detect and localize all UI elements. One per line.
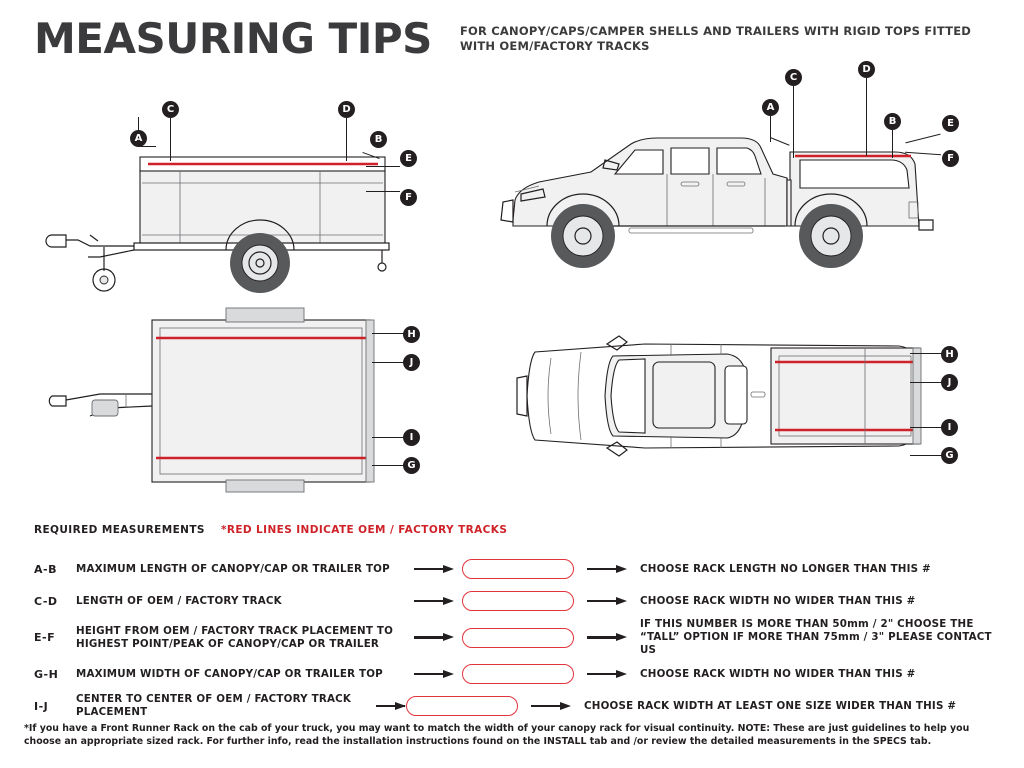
row-description: MAXIMUM WIDTH OF CANOPY/CAP OR TRAILER TOP bbox=[76, 667, 383, 680]
arrow-right-icon bbox=[414, 633, 454, 642]
arrow-cell bbox=[574, 633, 640, 642]
leader-d-truck bbox=[866, 78, 867, 156]
callout-c-trailer: C bbox=[162, 101, 179, 118]
page-subtitle: FOR CANOPY/CAPS/CAMPER SHELLS AND TRAILERS WITH RIGID TOPS FITTED WITH OEM/FACTORY TRACKS bbox=[460, 24, 972, 53]
row-code: E-F bbox=[34, 631, 56, 644]
arrow-right-icon bbox=[376, 702, 406, 711]
measurement-input-e-f[interactable] bbox=[462, 628, 574, 648]
row-result: CHOOSE RACK WIDTH NO WIDER THAN THIS # bbox=[640, 667, 916, 680]
arrow-right-icon bbox=[587, 670, 627, 679]
callout-d-trailer: D bbox=[338, 101, 355, 118]
trailer-side-view-illustration bbox=[30, 95, 430, 295]
page-title: MEASURING TIPS bbox=[34, 14, 432, 63]
leader-c-trailer bbox=[170, 118, 171, 161]
callout-f-truck: F bbox=[942, 150, 959, 167]
row-code: G-H bbox=[34, 667, 59, 681]
trailer-top-view-illustration bbox=[30, 300, 430, 490]
callout-e-truck: E bbox=[942, 115, 959, 132]
leader-b-truck bbox=[892, 130, 893, 158]
table-row bbox=[34, 618, 994, 657]
row-result: IF THIS NUMBER IS MORE THAN 50mm / 2" CHOOSE THE “TALL” OPTION IF MORE THAN 75mm / 3" PLEASE CONTACT US bbox=[640, 618, 992, 656]
arrow-right-icon bbox=[414, 565, 454, 574]
row-code: A-B bbox=[34, 562, 57, 576]
row-description: LENGTH OF OEM / FACTORY TRACK bbox=[76, 594, 282, 607]
callout-i-truck: I bbox=[941, 419, 958, 436]
row-result: CHOOSE RACK WIDTH NO WIDER THAN THIS # bbox=[640, 594, 916, 607]
arrow-cell bbox=[406, 597, 462, 606]
required-measurements-label: REQUIRED MEASUREMENTS bbox=[34, 524, 205, 536]
row-description: HEIGHT FROM OEM / FACTORY TRACK PLACEMENT TO HIGHEST POINT/PEAK OF CANOPY/CAP OR TRAILER bbox=[76, 624, 394, 650]
callout-b-trailer: B bbox=[370, 131, 387, 148]
arrow-cell bbox=[406, 565, 462, 574]
callout-b-truck: B bbox=[884, 113, 901, 130]
row-description: MAXIMUM LENGTH OF CANOPY/CAP OR TRAILER TOP bbox=[76, 562, 390, 575]
callout-a-trailer: A bbox=[130, 130, 147, 147]
measurement-input-i-j[interactable] bbox=[406, 696, 518, 716]
arrow-right-icon bbox=[414, 597, 454, 606]
callout-g-truck: G bbox=[941, 447, 958, 464]
arrow-right-icon bbox=[587, 565, 627, 574]
arrow-right-icon bbox=[587, 597, 627, 606]
row-result: CHOOSE RACK WIDTH AT LEAST ONE SIZE WIDER THAN THIS # bbox=[584, 699, 957, 712]
callout-g-trailer: G bbox=[403, 457, 420, 474]
row-description: CENTER TO CENTER OF OEM / FACTORY TRACK PLACEMENT bbox=[76, 693, 352, 718]
callout-c-truck: C bbox=[785, 69, 802, 86]
measurement-input-g-h[interactable] bbox=[462, 664, 574, 684]
table-row bbox=[34, 586, 994, 616]
arrow-right-icon bbox=[531, 702, 571, 711]
leader-f-trailer bbox=[366, 191, 400, 192]
callout-j-truck: J bbox=[941, 374, 958, 391]
arrow-right-icon bbox=[414, 670, 454, 679]
measurements-table bbox=[34, 554, 994, 723]
callout-f-trailer: F bbox=[400, 189, 417, 206]
table-row bbox=[34, 554, 994, 584]
red-lines-note: *RED LINES INDICATE OEM / FACTORY TRACKS bbox=[220, 524, 508, 536]
arrow-cell bbox=[574, 597, 640, 606]
measurement-input-a-b[interactable] bbox=[462, 559, 574, 579]
callout-e-trailer: E bbox=[400, 150, 417, 167]
arrow-cell bbox=[518, 702, 584, 711]
callout-j-trailer: J bbox=[403, 354, 420, 371]
leader-d-trailer bbox=[346, 118, 347, 161]
truck-top-view-illustration bbox=[495, 300, 955, 490]
row-result: CHOOSE RACK LENGTH NO LONGER THAN THIS # bbox=[640, 562, 931, 575]
arrow-cell bbox=[574, 565, 640, 574]
row-code: I-J bbox=[34, 699, 49, 713]
arrow-cell bbox=[574, 670, 640, 679]
truck-side-view-illustration bbox=[495, 108, 955, 293]
table-row bbox=[34, 659, 994, 689]
callout-d-truck: D bbox=[858, 61, 875, 78]
callout-a-truck: A bbox=[762, 99, 779, 116]
row-code: C-D bbox=[34, 594, 58, 608]
arrow-right-icon bbox=[587, 633, 627, 642]
leader-c-truck bbox=[793, 86, 794, 158]
arrow-cell bbox=[376, 702, 406, 711]
footnote: *If you have a Front Runner Rack on the cab of your truck, you may want to match the width of your canopy rack for visual continuity. NOTE: These are just guidelines to help you choose an appropriate sized rack. For further info, read the installation instructions found on the INSTALL tab and /or review the detailed measurements in the SPECS tab. bbox=[24, 723, 970, 747]
callout-h-trailer: H bbox=[403, 326, 420, 343]
arrow-cell bbox=[406, 670, 462, 679]
required-measurements-heading bbox=[34, 524, 507, 536]
measurement-input-c-d[interactable] bbox=[462, 591, 574, 611]
callout-h-truck: H bbox=[941, 346, 958, 363]
arrow-cell bbox=[406, 633, 462, 642]
table-row bbox=[34, 691, 994, 721]
leader-e-trailer bbox=[366, 166, 400, 167]
callout-i-trailer: I bbox=[403, 429, 420, 446]
